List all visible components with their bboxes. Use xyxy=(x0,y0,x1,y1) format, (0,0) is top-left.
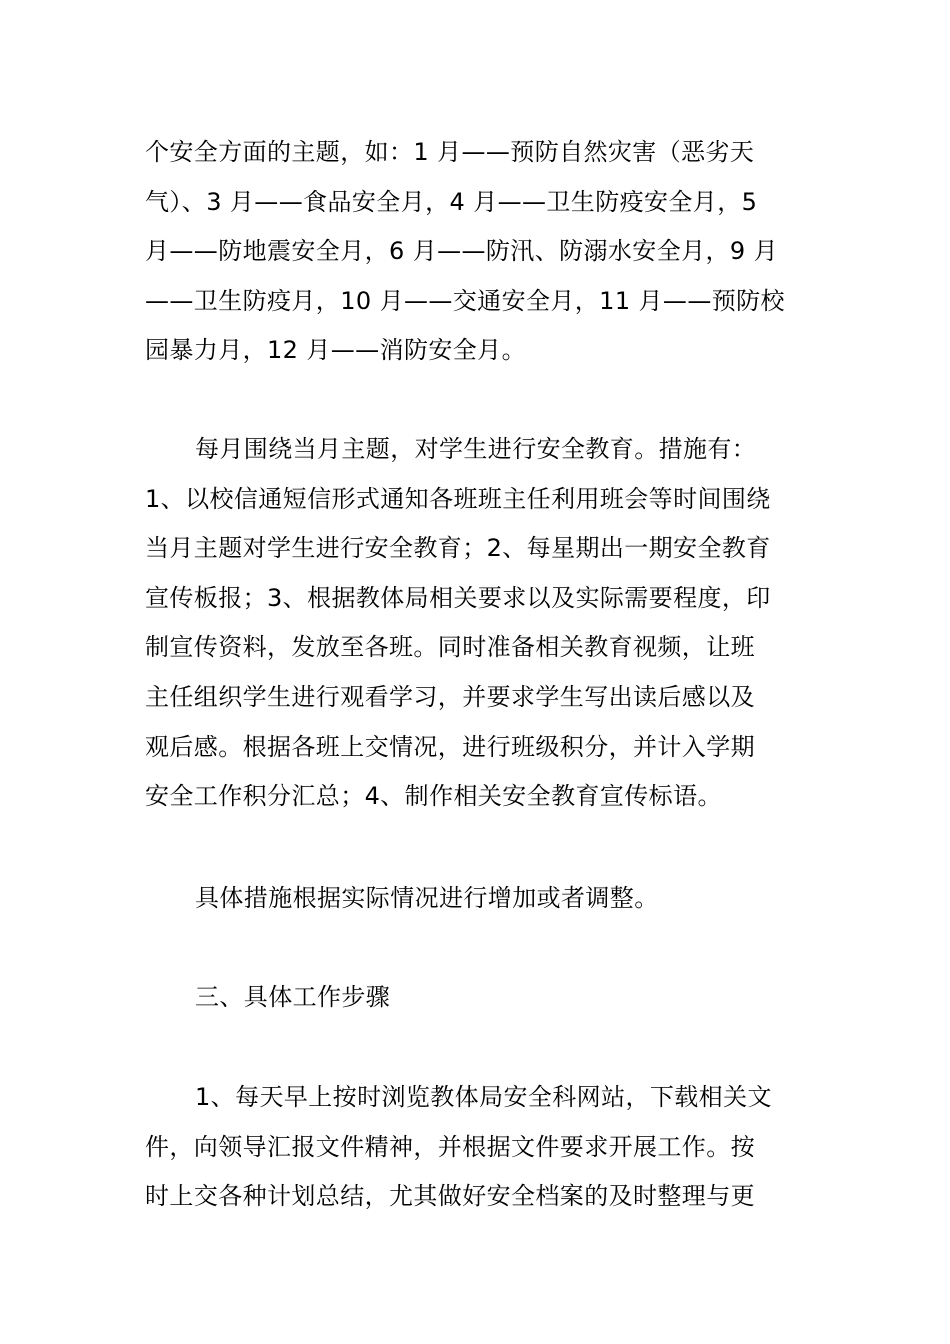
text-line: 1、每天早上按时浏览教体局安全科网站，下载相关文 xyxy=(195,1083,772,1111)
paragraph-adjustment-note xyxy=(145,874,807,924)
text-line: 当月主题对学生进行安全教育；2、每星期出一期安全教育 xyxy=(145,534,771,563)
text-line: 气）、3 月——食品安全月，4 月——卫生防疫安全月，5 xyxy=(145,187,758,216)
text-line: 时上交各种计划总结，尤其做好安全档案的及时整理与更 xyxy=(145,1182,755,1211)
section-heading xyxy=(145,973,807,1023)
text-line: 园暴力月，12 月——消防安全月。 xyxy=(145,336,526,365)
text-line: 制宣传资料，发放至各班。同时准备相关教育视频，让班 xyxy=(145,633,755,662)
text-line: 宣传板报；3、根据教体局相关要求以及实际需要程度，印 xyxy=(145,583,771,612)
paragraph-monthly-themes xyxy=(145,128,807,376)
paragraph-education-measures xyxy=(145,425,807,822)
text-line: 观后感。根据各班上交情况，进行班级积分，并计入学期 xyxy=(145,732,755,761)
text-line: 安全工作积分汇总；4、制作相关安全教育宣传标语。 xyxy=(145,782,722,811)
text-line: 件，向领导汇报文件精神，并根据文件要求开展工作。按 xyxy=(145,1132,755,1161)
paragraph-work-steps xyxy=(145,1073,807,1222)
section-heading-text: 三、具体工作步骤 xyxy=(195,983,391,1011)
text-line: ——卫生防疫月，10 月——交通安全月，11 月——预防校 xyxy=(145,286,785,315)
text-line: 主任组织学生进行观看学习，并要求学生写出读后感以及 xyxy=(145,682,755,711)
text-line: 月——防地震安全月，6 月——防汛、防溺水安全月，9 月 xyxy=(145,237,778,266)
text-line: 个安全方面的主题，如：1 月——预防自然灾害（恶劣天 xyxy=(145,138,755,166)
text-line: 具体措施根据实际情况进行增加或者调整。 xyxy=(195,884,659,912)
text-line: 1、以校信通短信形式通知各班班主任利用班会等时间围绕 xyxy=(145,484,771,513)
text-line: 每月围绕当月主题，对学生进行安全教育。措施有： xyxy=(195,435,757,463)
